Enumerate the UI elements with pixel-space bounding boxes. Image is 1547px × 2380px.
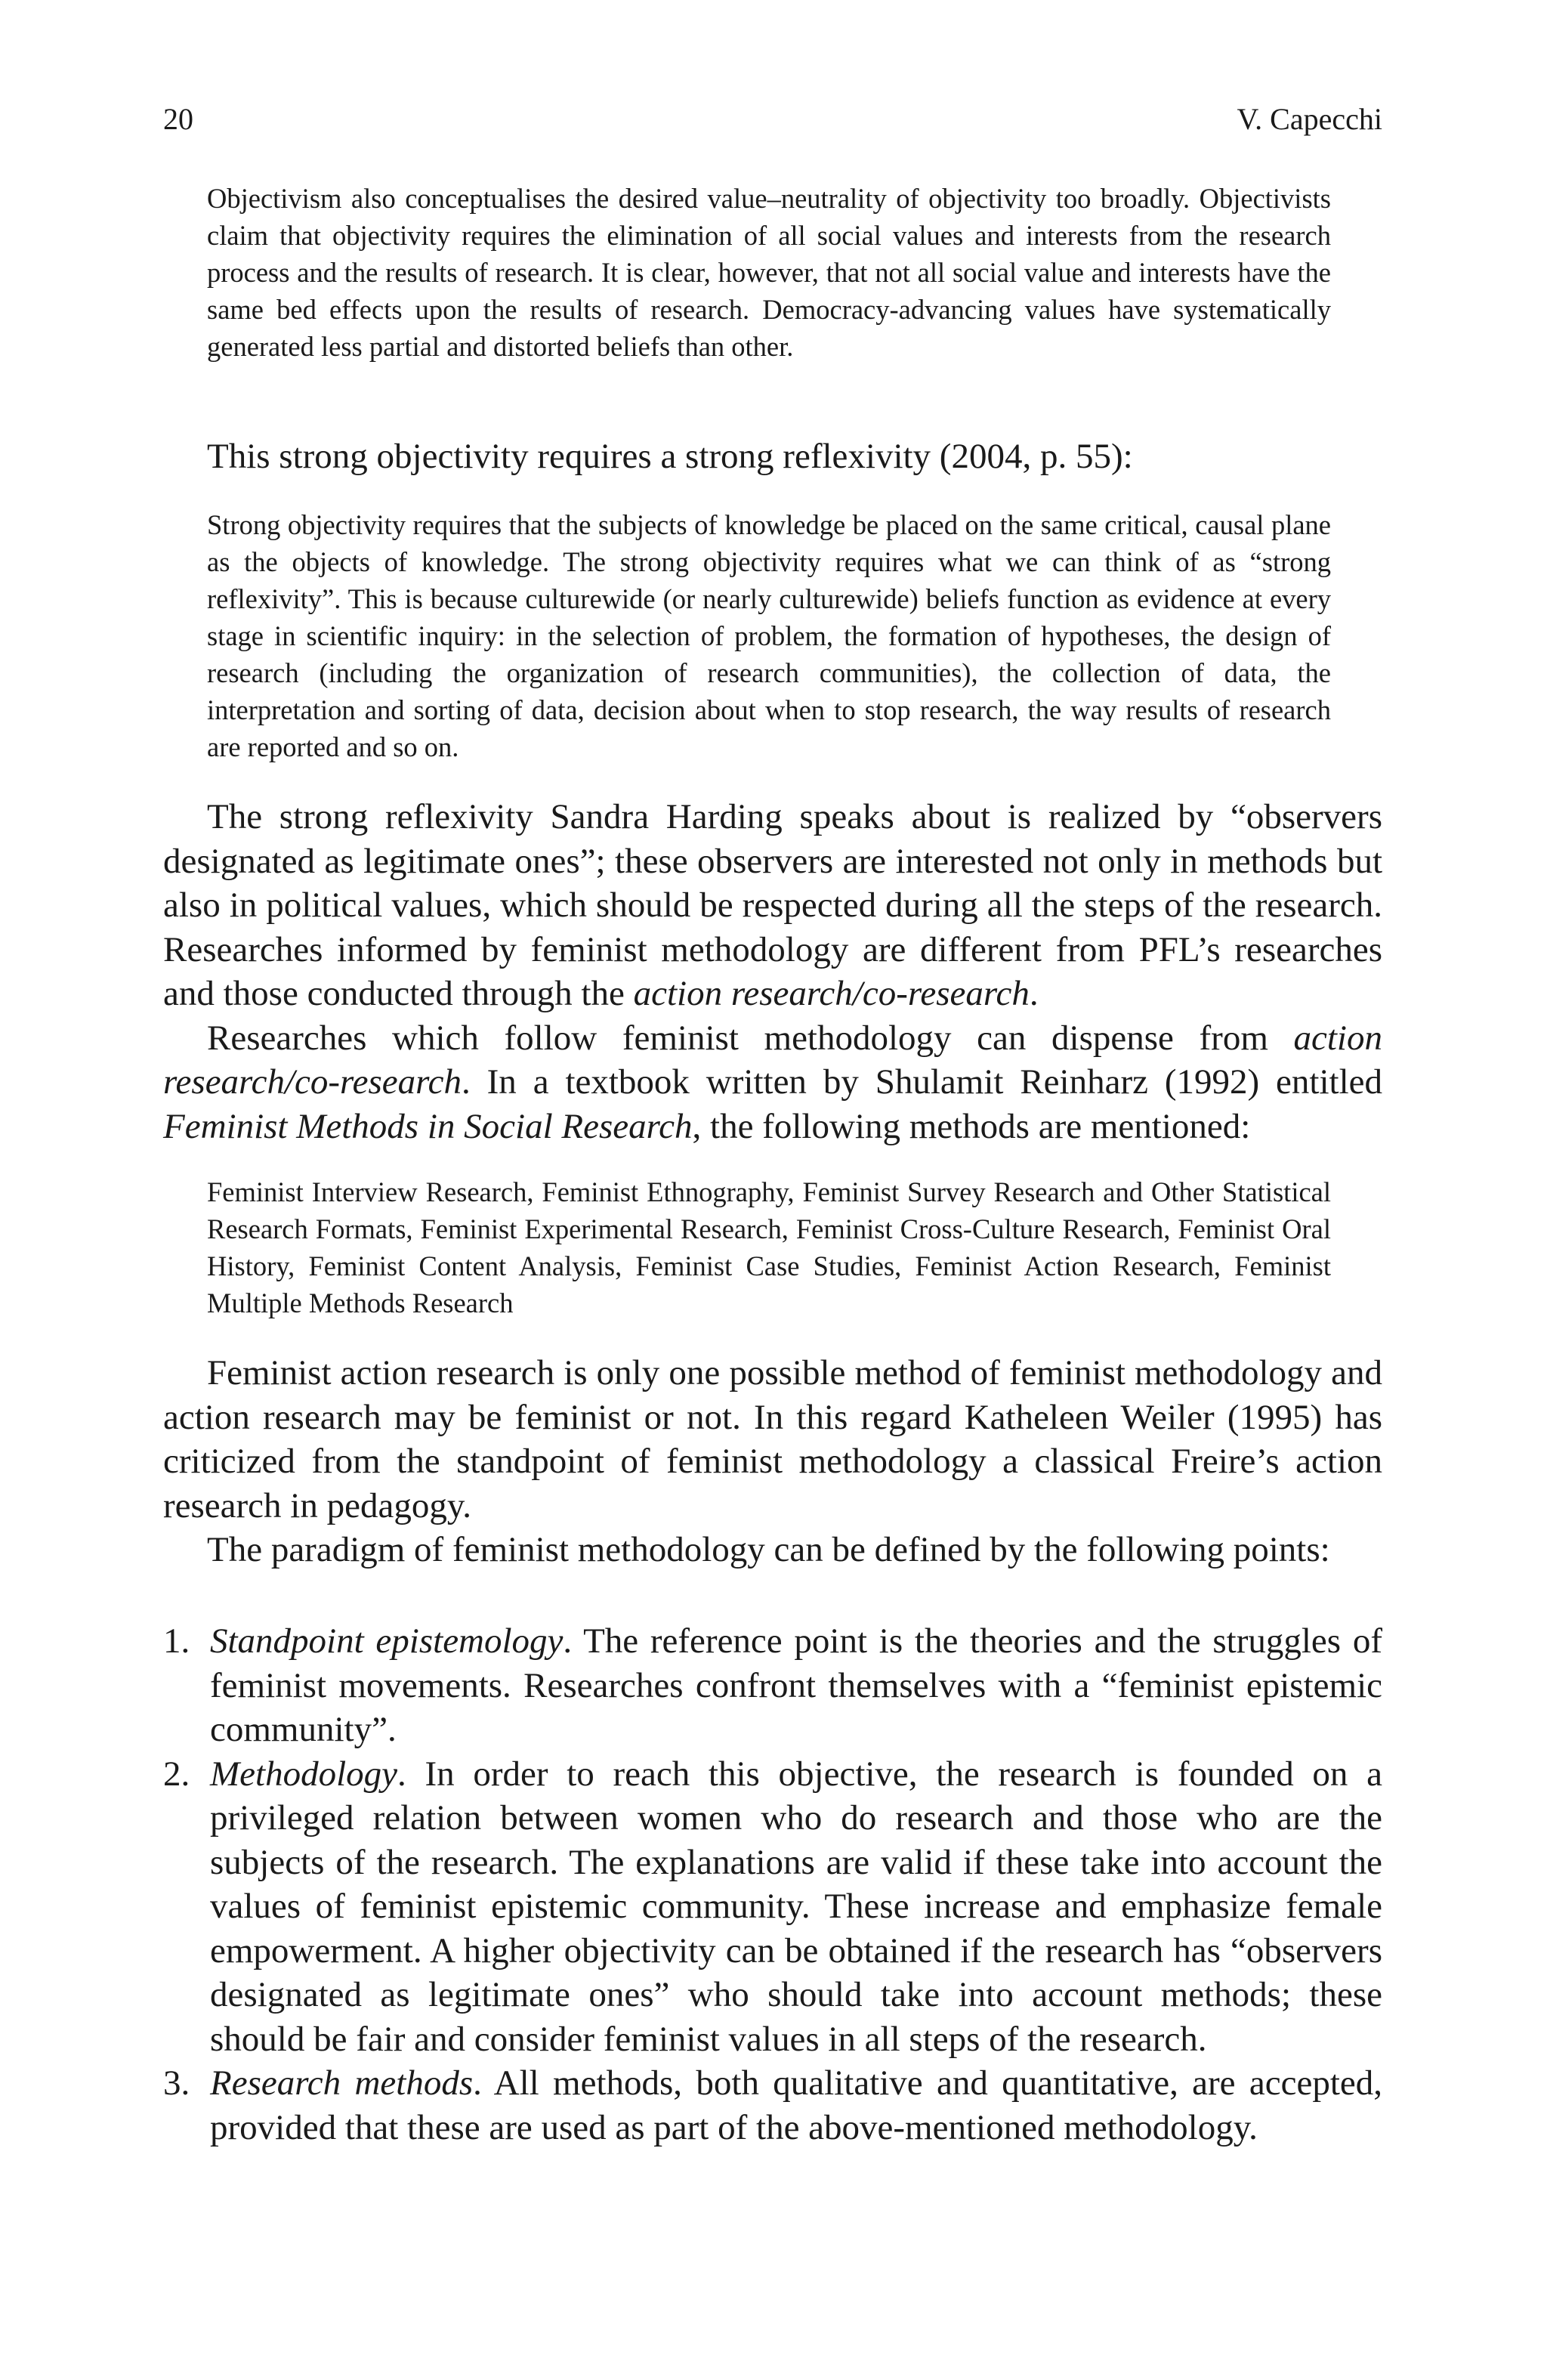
- paragraph-text: The strong reflexivity Sandra Harding speaks about is realized by “observers designated as legitimate ones”; these observers are interested not only in methods but also in political values, which should be respected during all the steps of the research. Researches informed by feminist methodology are different from PFL’s researches and those conducted through the: [163, 797, 1382, 1013]
- list-item-text: . All methods, both qualitative and quantitative, are accepted, provided that these are used as part of the above-mentioned methodology.: [210, 2063, 1382, 2147]
- paragraph-strong-reflexivity: [163, 795, 1382, 1016]
- paragraph-text: . In a textbook written by Shulamit Reinharz (1992) entitled: [462, 1062, 1382, 1102]
- paragraph-text: , the following methods are mentioned:: [692, 1106, 1251, 1146]
- italic-term: action research/co-research: [633, 974, 1030, 1013]
- block-quote-objectivism: [207, 180, 1331, 365]
- book-title: Feminist Methods in Social Research: [163, 1106, 693, 1146]
- block-quote-strong-objectivity: [207, 506, 1331, 765]
- list-number: 1.: [163, 1621, 190, 1661]
- block-quote-text: Objectivism also conceptualises the desired value–neutrality of objectivity too broadly. Objectivists claim that objectivity requires the elimination of all social values and interests from the research process and the results of research. It is clear, however, that not all social value and interests have the same bed effects upon the results of research. Democracy-advancing values have systematically generated less partial and distorted beliefs than other.: [207, 183, 1331, 362]
- numbered-list: [163, 1619, 1382, 2150]
- body-text-upper: [163, 795, 1382, 1148]
- paragraph-action-research: [163, 1351, 1382, 1528]
- paragraph-text: Researches which follow feminist methodology can dispense from: [207, 1018, 1294, 1058]
- list-item-text: . In order to reach this objective, the research is founded on a privileged relation between women who do research and those who are the subjects of the research. The explanations are valid if these take into account the values of feminist epistemic community. These increase and emphasize female empowerment. A higher objectivity can be obtained if the research has “observers designated as legitimate ones” who should take into account methods; these should be fair and consider feminist values in all steps of the research.: [210, 1754, 1382, 2059]
- list-item-text: . The reference point is the theories and the struggles of feminist movements. Researches confront themselves with a “feminist epistemic community”.: [210, 1621, 1382, 1749]
- block-quote-text: Strong objectivity requires that the subjects of knowledge be placed on the same critical, causal plane as the objects of knowledge. The strong objectivity requires what we can think of as “strong reflexivity”. This is because culturewide (or nearly culturewide) beliefs function as evidence at every stage in scientific inquiry: in the selection of problem, the formation of hypotheses, the design of research (including the organization of research communities), the collection of data, the interpretation and sorting of data, decision about when to stop research, the way results of research are reported and so on.: [207, 509, 1331, 762]
- running-head: [163, 98, 1382, 141]
- paragraph-text: .: [1029, 974, 1039, 1013]
- paragraph-paradigm: [163, 1528, 1382, 1572]
- block-quote-methods-list: [207, 1173, 1331, 1321]
- paragraph-reinharz: [163, 1016, 1382, 1149]
- running-head-author: V. Capecchi: [1237, 102, 1382, 136]
- list-number: 2.: [163, 1754, 190, 1794]
- list-item-title: Standpoint epistemology: [210, 1621, 564, 1661]
- lead-in-sentence: [207, 434, 1133, 478]
- list-item: [163, 1752, 1382, 2062]
- page-number: 20: [163, 102, 193, 136]
- body-text-lower: [163, 1351, 1382, 1572]
- paragraph-text: Feminist action research is only one possible method of feminist methodology and action research may be feminist or not. In this regard Katheleen Weiler (1995) has criticized from the standpoint of feminist methodology a classical Freire’s action research in pedagogy.: [163, 1353, 1382, 1525]
- list-item: [163, 1619, 1382, 1752]
- italic-term: action research/co-research: [163, 1018, 1382, 1102]
- lead-in-text: This strong objectivity requires a strong reflexivity (2004, p. 55):: [207, 437, 1133, 476]
- list-item-title: Methodology: [210, 1754, 397, 1794]
- paragraph-text: The paradigm of feminist methodology can be defined by the following points:: [207, 1530, 1330, 1569]
- list-item-title: Research methods: [210, 2063, 474, 2103]
- list-number: 3.: [163, 2063, 190, 2103]
- block-quote-text: Feminist Interview Research, Feminist Ethnography, Feminist Survey Research and Other Statistical Research Formats, Feminist Experimental Research, Feminist Cross-Culture Research, Feminist Oral History, Feminist Content Analysis, Feminist Case Studies, Feminist Action Research, Feminist Multiple Methods Research: [207, 1176, 1331, 1318]
- list-item: [163, 2061, 1382, 2150]
